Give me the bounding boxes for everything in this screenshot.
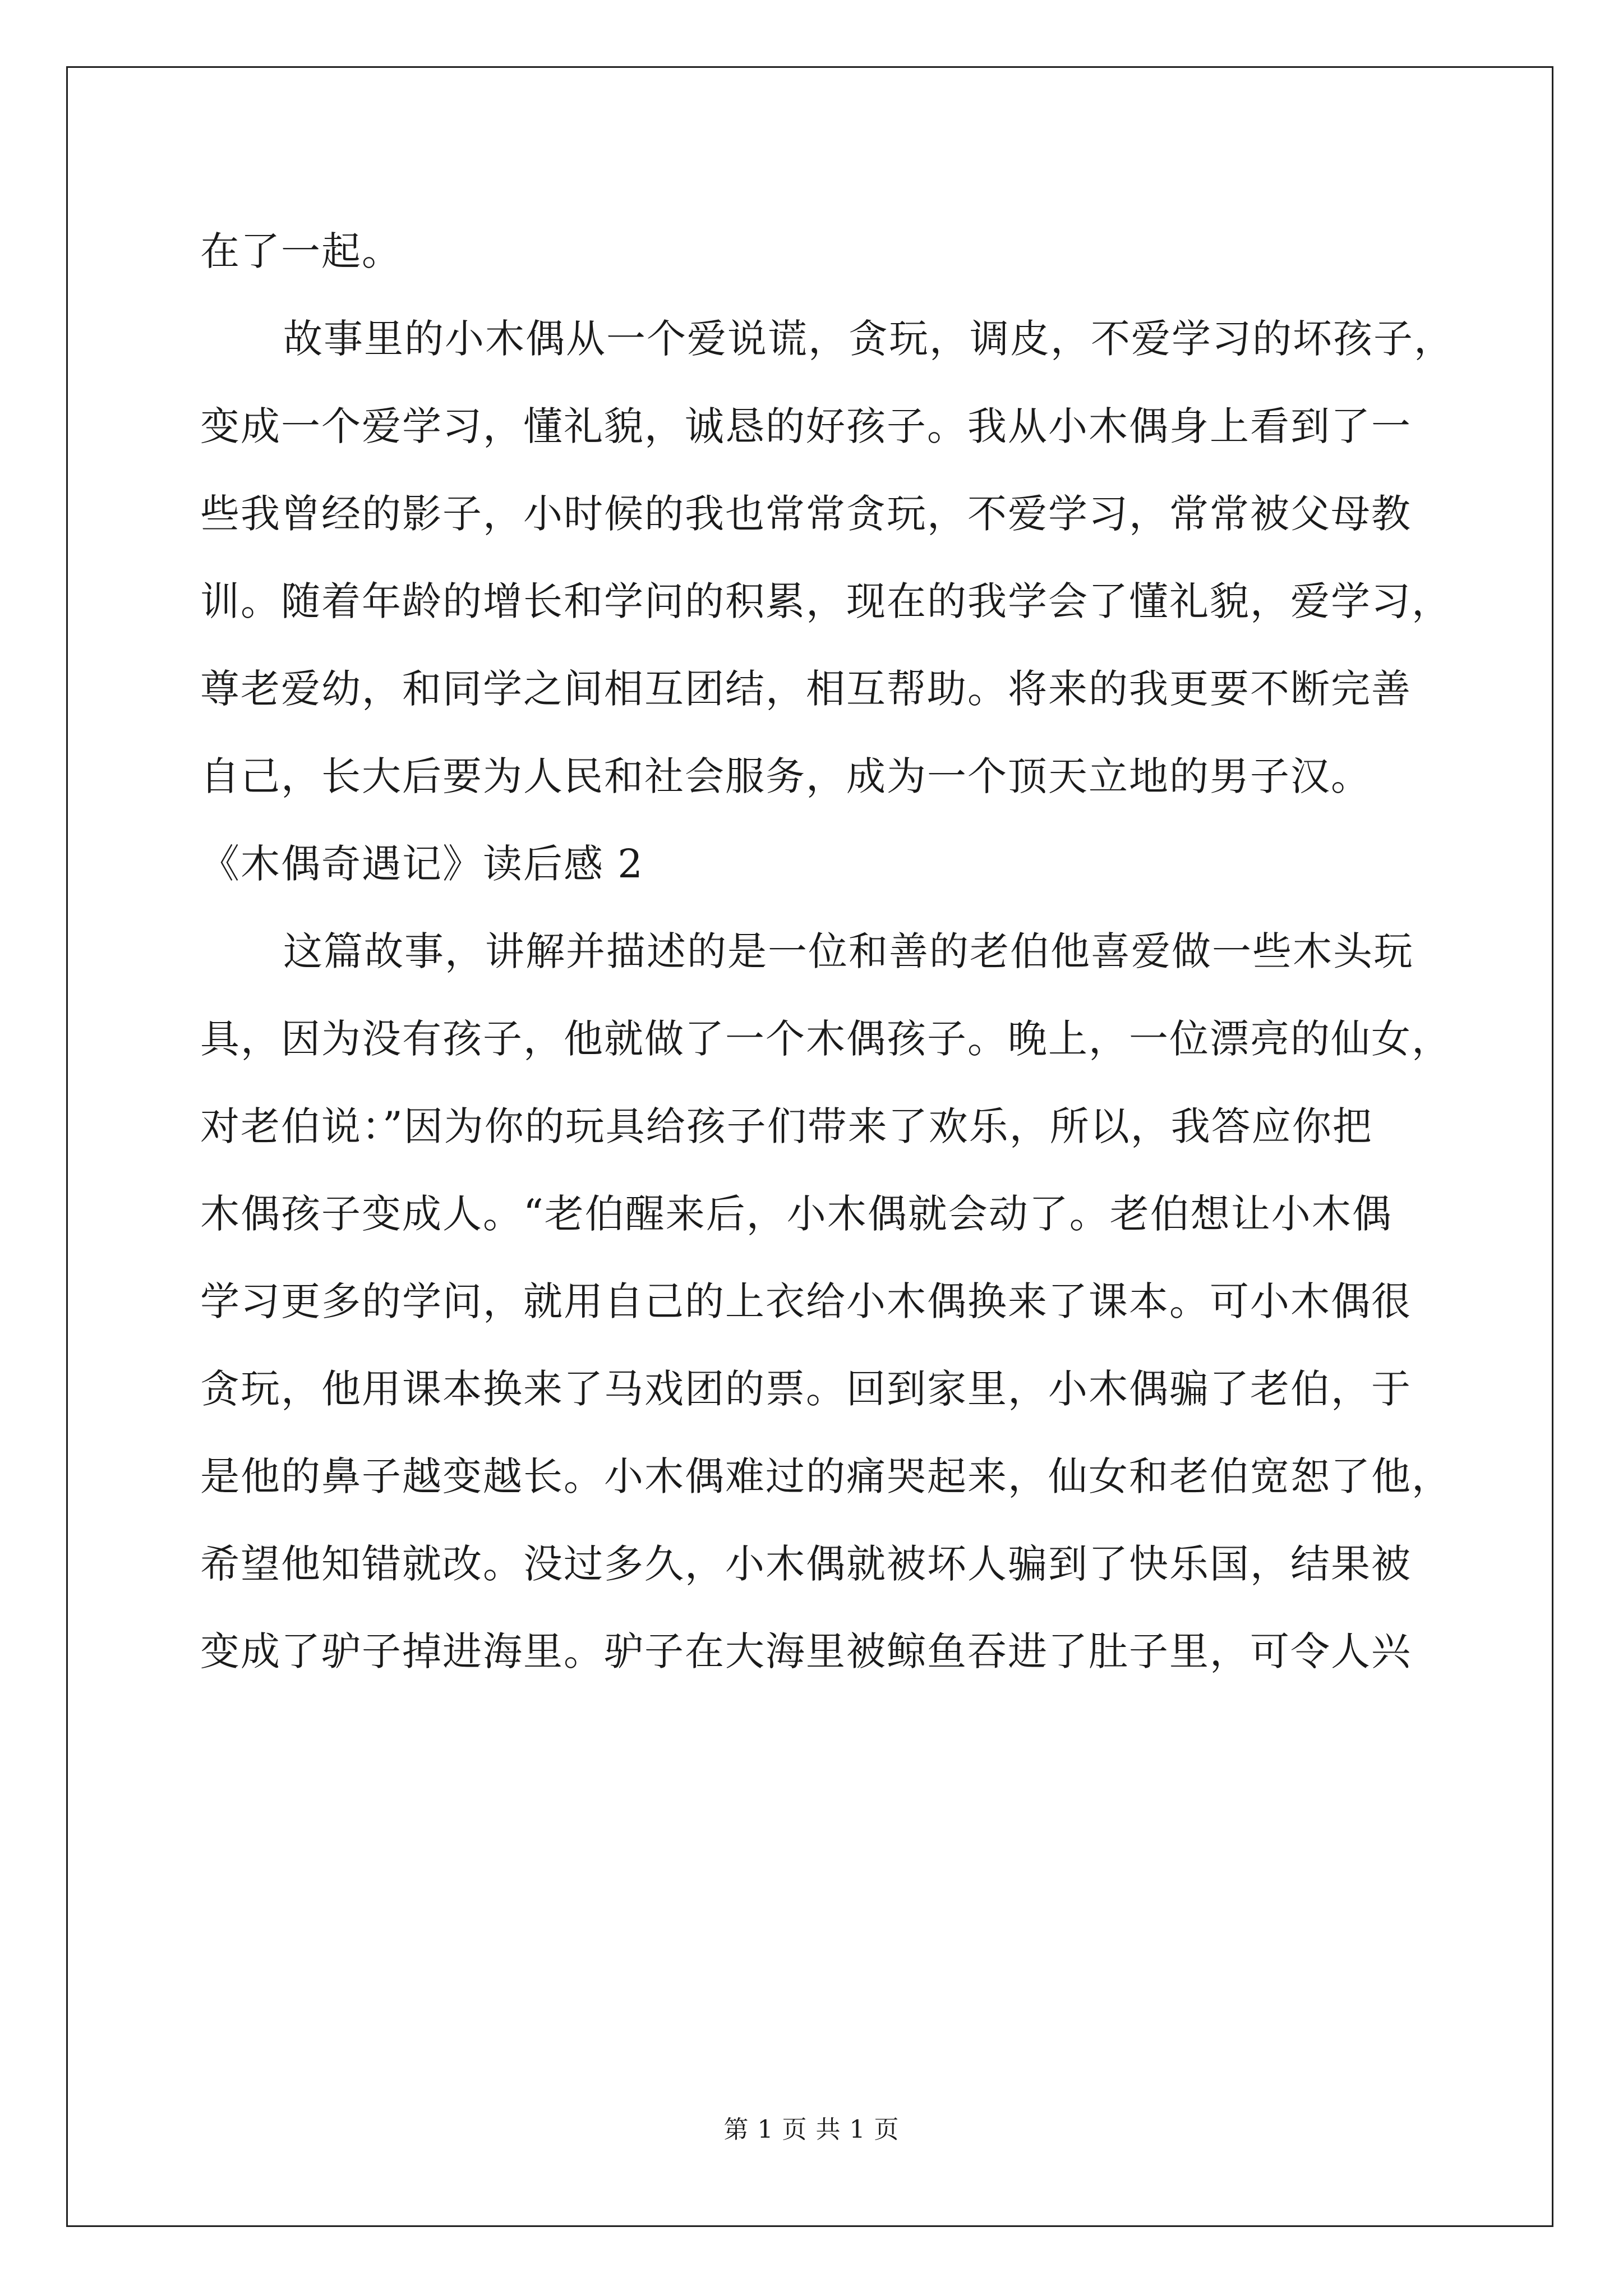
page-number-footer: 第 1 页 共 1 页 [723, 2115, 900, 2144]
section-heading: 《木偶奇遇记》读后感 2 [200, 841, 644, 887]
text-line: 自己，长大后要为人民和社会服务，成为一个顶天立地的男子汉。 [200, 753, 1371, 799]
text-line: 木偶孩子变成人。“老伯醒来后，小木偶就会动了。老伯想让小木偶 [200, 1191, 1393, 1237]
text-line: 贪玩，他用课本换来了马戏团的票。回到家里，小木偶骗了老伯，于 [200, 1366, 1412, 1412]
text-line: 是他的鼻子越变越长。小木偶难过的痛哭起来，仙女和老伯宽恕了他， [200, 1453, 1452, 1499]
text-line: 学习更多的学问，就用自己的上衣给小木偶换来了课本。可小木偶很 [200, 1278, 1412, 1324]
text-line: 训。随着年龄的增长和学问的积累，现在的我学会了懂礼貌，爱学习， [200, 578, 1452, 624]
text-line: 变成了驴子掉进海里。驴子在大海里被鲸鱼吞进了肚子里，可令人兴 [200, 1628, 1412, 1674]
paragraph-start-line: 这篇故事，讲解并描述的是一位和善的老伯他喜爱做一些木头玩 [283, 928, 1414, 974]
paragraph-start-line: 故事里的小木偶从一个爱说谎，贪玩，调皮，不爱学习的坏孩子， [283, 316, 1454, 362]
text-line: 具，因为没有孩子，他就做了一个木偶孩子。晚上，一位漂亮的仙女， [200, 1016, 1452, 1062]
document-body [200, 208, 1454, 1695]
text-line: 对老伯说：”因为你的玩具给孩子们带来了欢乐，所以，我答应你把 [200, 1103, 1373, 1149]
text-line: 在了一起。 [200, 228, 402, 274]
text-line: 希望他知错就改。没过多久，小木偶就被坏人骗到了快乐国，结果被 [200, 1541, 1412, 1587]
text-line: 变成一个爱学习，懂礼貌，诚恳的好孩子。我从小木偶身上看到了一 [200, 403, 1412, 449]
text-line: 尊老爱幼，和同学之间相互团结，相互帮助。将来的我更要不断完善 [200, 666, 1412, 712]
text-line: 些我曾经的影子，小时候的我也常常贪玩，不爱学习，常常被父母教 [200, 491, 1412, 537]
